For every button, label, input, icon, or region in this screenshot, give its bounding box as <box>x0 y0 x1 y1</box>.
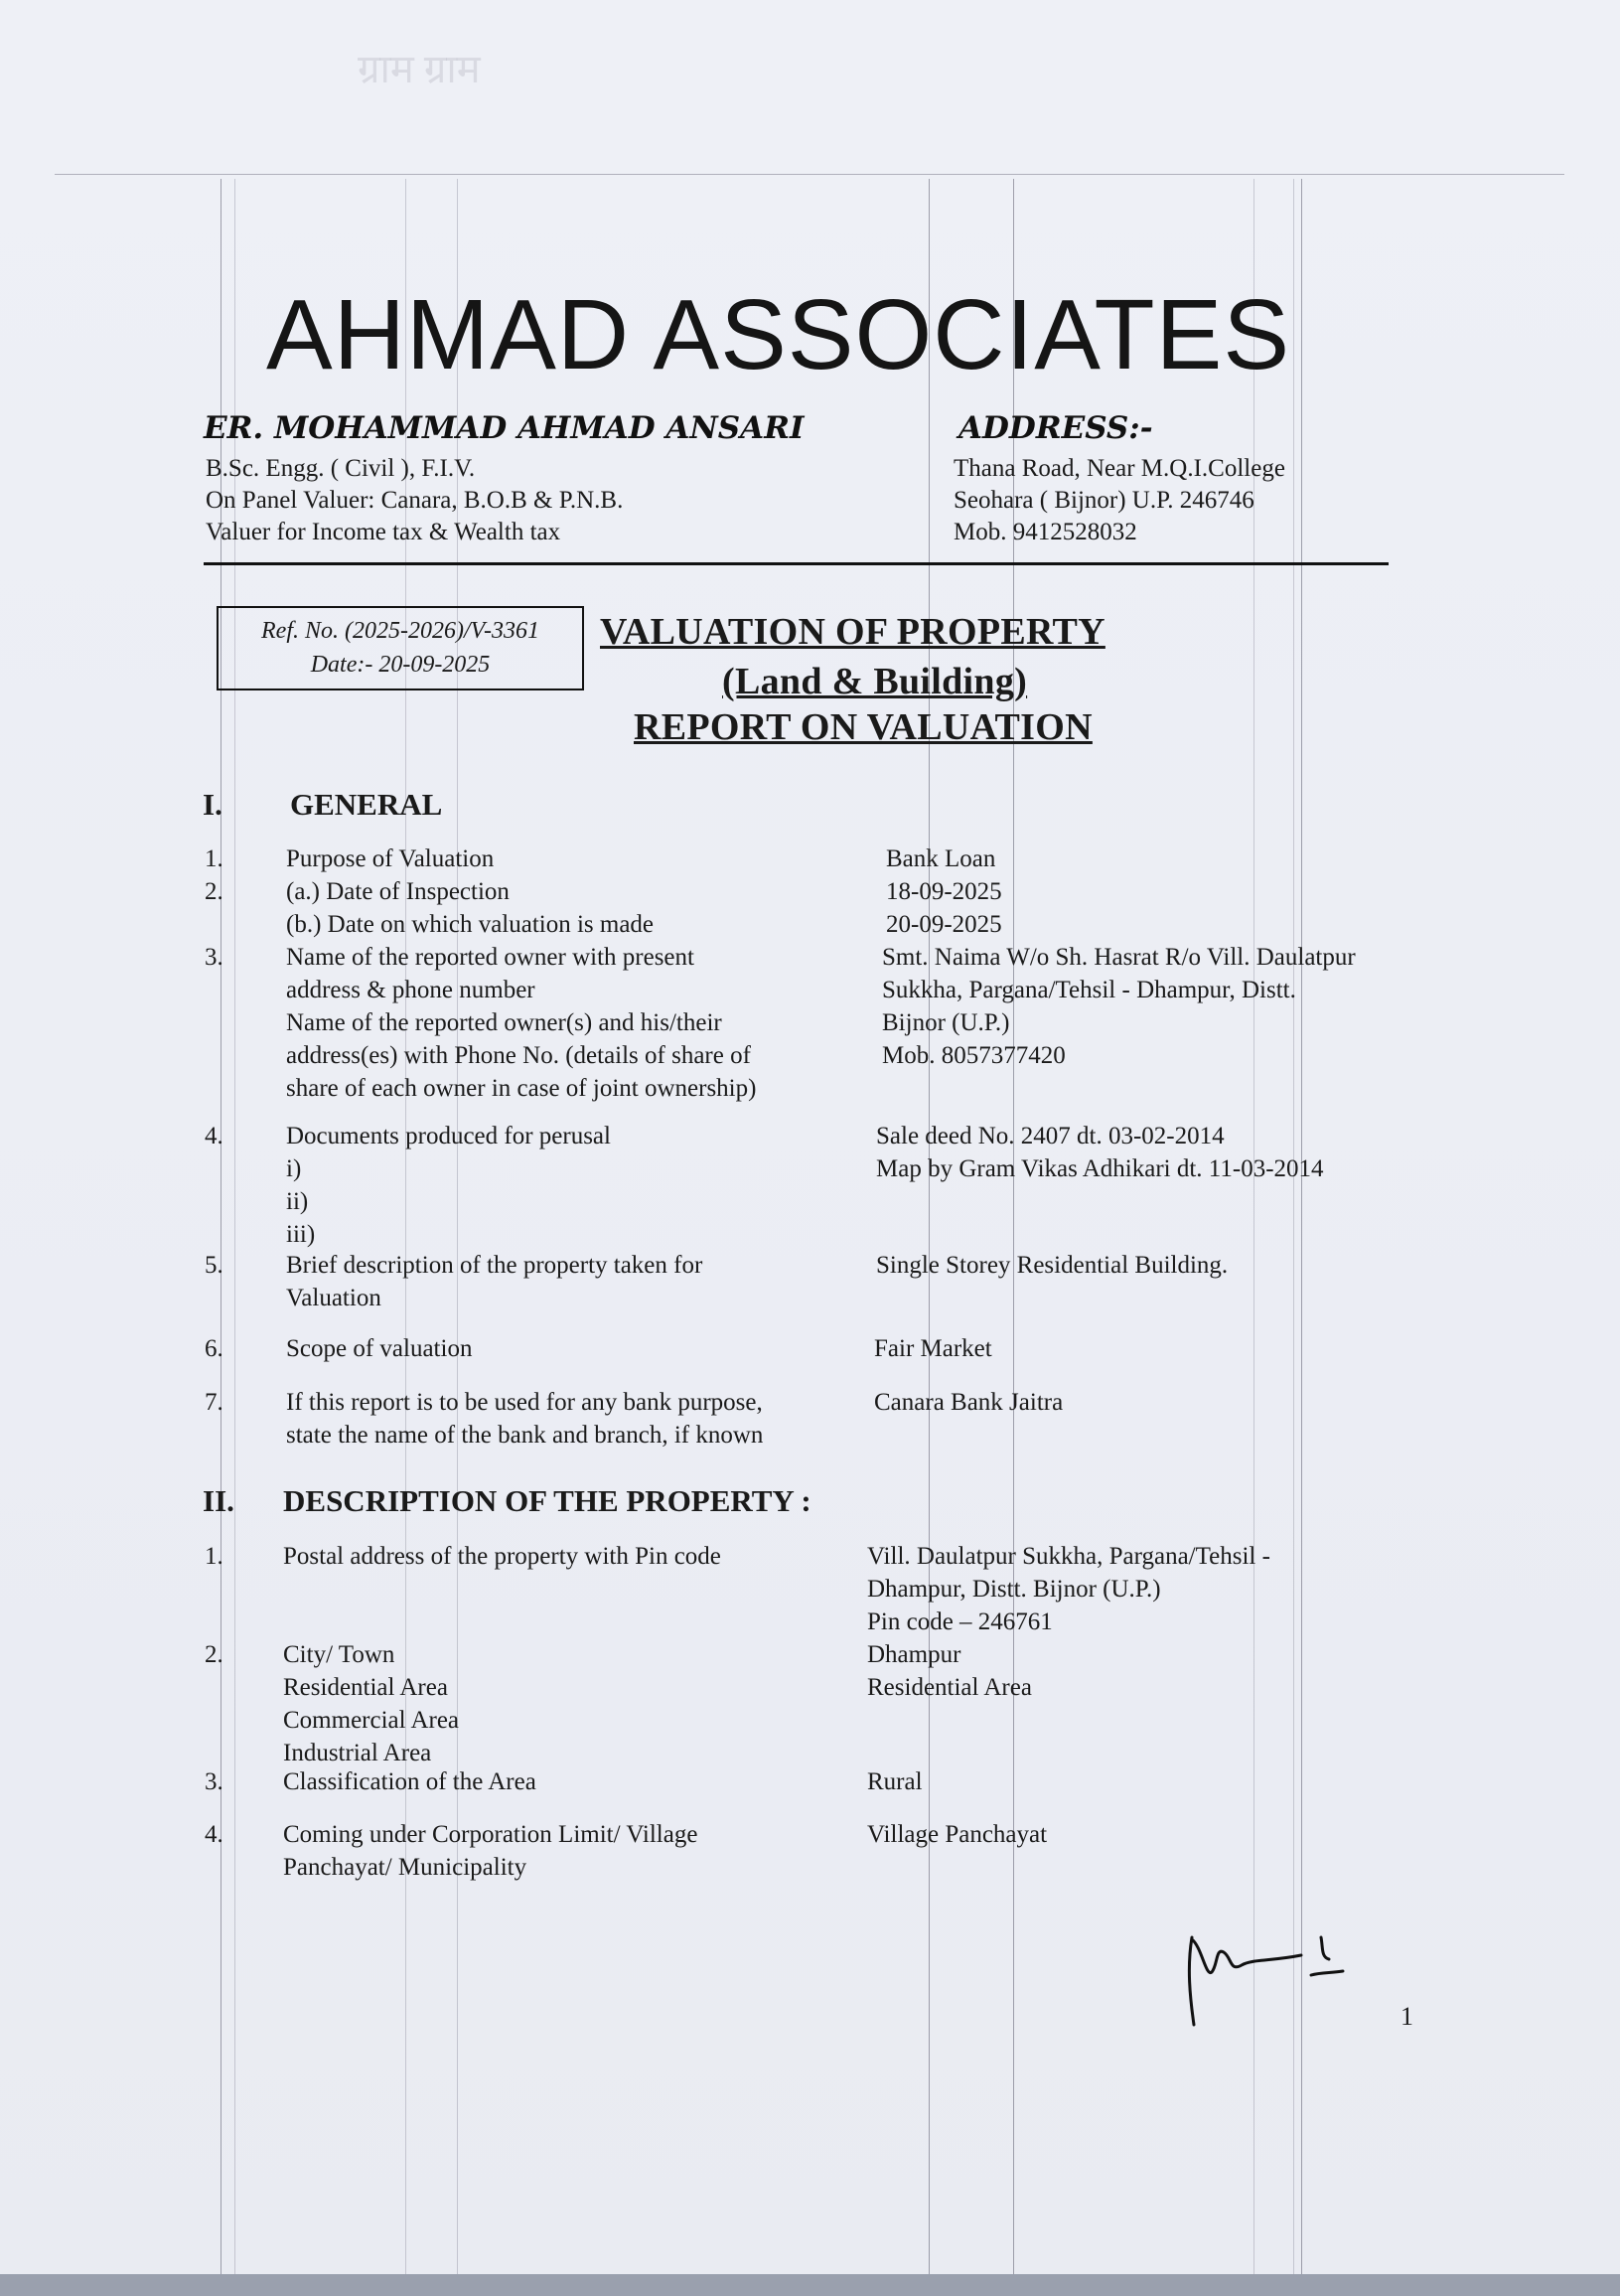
value-line: Mob. 8057377420 <box>882 1042 1066 1069</box>
firm-name: AHMAD ASSOCIATES <box>266 279 1291 390</box>
item-value <box>886 842 995 875</box>
value-line: Smt. Naima W/o Sh. Hasrat R/o Vill. Daulatpur <box>882 944 1356 971</box>
value-line: Village Panchayat <box>867 1821 1048 1848</box>
item-number: 1. <box>205 1543 223 1570</box>
value-line: Single Storey Residential Building. <box>876 1252 1229 1279</box>
value-line: Rural <box>867 1768 923 1795</box>
label-line: Name of the reported owner(s) and his/their <box>286 1009 722 1036</box>
engineer-name: ER. MOHAMMAD AHMAD ANSARI <box>204 410 805 446</box>
value-line: Canara Bank Jaitra <box>874 1389 1064 1416</box>
item-number: 7. <box>205 1389 223 1416</box>
item-number: 2. <box>205 1641 223 1668</box>
address-line: Seohara ( Bijnor) U.P. 246746 <box>954 487 1254 514</box>
header-divider <box>204 562 1389 565</box>
item-label <box>286 941 756 1105</box>
item-label <box>283 1765 536 1798</box>
value-line: Vill. Daulatpur Sukkha, Pargana/Tehsil - <box>867 1543 1270 1570</box>
reference-box <box>217 606 584 690</box>
item-value <box>876 1249 1228 1282</box>
address-label: ADDRESS:- <box>958 410 1153 446</box>
label-line: Documents produced for perusal <box>286 1123 611 1149</box>
label-line: address(es) with Phone No. (details of share of <box>286 1042 751 1069</box>
item-value <box>886 875 1002 941</box>
section-title: DESCRIPTION OF THE PROPERTY : <box>283 1483 811 1518</box>
item-value <box>867 1540 1270 1638</box>
value-line: Bank Loan <box>886 845 996 872</box>
label-line: Purpose of Valuation <box>286 845 495 872</box>
firm-address <box>954 453 1285 548</box>
value-line: Fair Market <box>874 1335 992 1362</box>
signature <box>1172 1917 1391 2037</box>
item-number: 3. <box>205 944 223 971</box>
qualification-line: Valuer for Income tax & Wealth tax <box>206 519 561 545</box>
scan-bottom-edge <box>0 2274 1620 2296</box>
qualifications <box>206 453 623 548</box>
item-label <box>286 1386 763 1452</box>
item-label <box>286 842 494 875</box>
item-number: 1. <box>205 845 223 872</box>
label-line: City/ Town <box>283 1641 395 1668</box>
label-line: ii) <box>286 1188 309 1215</box>
item-label <box>286 1120 611 1251</box>
label-line: (b.) Date on which valuation is made <box>286 911 655 938</box>
item-number: 5. <box>205 1252 223 1279</box>
section-roman: I. <box>203 787 222 822</box>
item-label <box>283 1638 459 1769</box>
report-title: VALUATION OF PROPERTY <box>600 611 1105 653</box>
label-line: If this report is to be used for any bank purpose, <box>286 1389 763 1416</box>
qualification-line: On Panel Valuer: Canara, B.O.B & P.N.B. <box>206 487 624 514</box>
label-line: Industrial Area <box>283 1740 432 1766</box>
label-line: state the name of the bank and branch, if known <box>286 1422 764 1449</box>
label-line: Brief description of the property taken for <box>286 1252 703 1279</box>
item-value <box>874 1386 1063 1419</box>
value-line: Sale deed No. 2407 dt. 03-02-2014 <box>876 1123 1225 1149</box>
value-line: 18-09-2025 <box>886 878 1002 905</box>
value-line: Sukkha, Pargana/Tehsil - Dhampur, Distt. <box>882 977 1296 1003</box>
item-value <box>867 1765 923 1798</box>
reference-date: Date:- 20-09-2025 <box>310 652 491 678</box>
report-heading: REPORT ON VALUATION <box>634 706 1093 748</box>
value-line: Residential Area <box>867 1674 1032 1701</box>
value-line: 20-09-2025 <box>886 911 1002 938</box>
label-line: address & phone number <box>286 977 535 1003</box>
item-label <box>286 1249 702 1314</box>
reference-number: Ref. No. (2025-2026)/V-3361 <box>261 618 539 644</box>
section-roman: II. <box>203 1483 234 1518</box>
value-line: Dhampur <box>867 1641 961 1668</box>
label-line: Valuation <box>286 1285 381 1311</box>
label-line: share of each owner in case of joint ownership) <box>286 1075 757 1102</box>
value-line: Bijnor (U.P.) <box>882 1009 1010 1036</box>
item-value <box>874 1332 992 1365</box>
report-subtitle: (Land & Building) <box>722 661 1028 702</box>
section-title: GENERAL <box>290 787 443 822</box>
label-line: Postal address of the property with Pin code <box>283 1543 721 1570</box>
bleed-through-text: ग्राम ग्राम <box>358 47 481 91</box>
item-value <box>876 1120 1324 1185</box>
item-number: 6. <box>205 1335 223 1362</box>
label-line: Coming under Corporation Limit/ Village <box>283 1821 698 1848</box>
scan-line <box>929 179 930 2296</box>
item-number: 4. <box>205 1821 223 1848</box>
item-number: 3. <box>205 1768 223 1795</box>
address-line: Thana Road, Near M.Q.I.College <box>954 455 1285 482</box>
qualification-line: B.Sc. Engg. ( Civil ), F.I.V. <box>206 455 476 482</box>
page-number: 1 <box>1400 2002 1413 2031</box>
label-line: iii) <box>286 1221 316 1248</box>
scan-top-edge <box>55 174 1564 175</box>
label-line: Panchayat/ Municipality <box>283 1854 527 1881</box>
label-line: Residential Area <box>283 1674 448 1701</box>
item-label <box>283 1540 721 1573</box>
item-label <box>286 875 654 941</box>
label-line: Name of the reported owner with present <box>286 944 694 971</box>
item-value <box>867 1638 1032 1704</box>
label-line: (a.) Date of Inspection <box>286 878 510 905</box>
item-value <box>882 941 1356 1072</box>
address-line: Mob. 9412528032 <box>954 519 1137 545</box>
label-line: Scope of valuation <box>286 1335 473 1362</box>
item-label <box>286 1332 472 1365</box>
item-value <box>867 1818 1047 1851</box>
value-line: Pin code – 246761 <box>867 1608 1053 1635</box>
label-line: Commercial Area <box>283 1707 460 1734</box>
label-line: i) <box>286 1155 302 1182</box>
value-line: Map by Gram Vikas Adhikari dt. 11-03-2014 <box>876 1155 1324 1182</box>
item-number: 4. <box>205 1123 223 1149</box>
item-label <box>283 1818 697 1884</box>
label-line: Classification of the Area <box>283 1768 536 1795</box>
item-number: 2. <box>205 878 223 905</box>
value-line: Dhampur, Distt. Bijnor (U.P.) <box>867 1576 1161 1603</box>
